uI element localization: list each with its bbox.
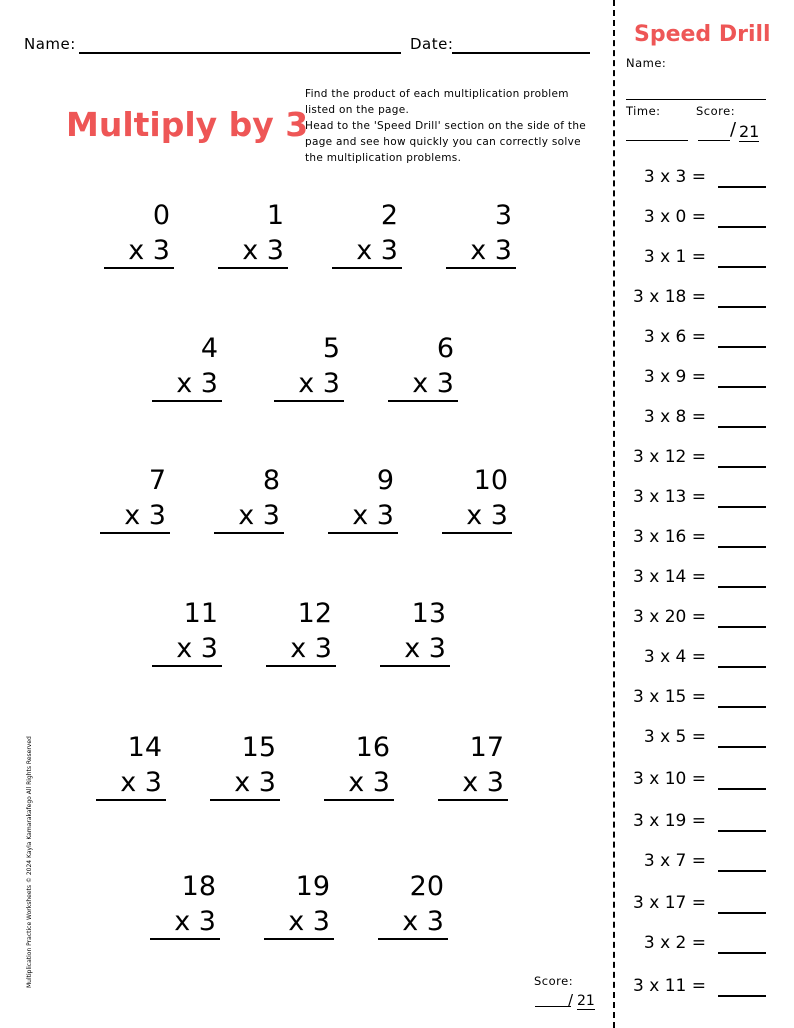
answer-line[interactable] [218,267,288,269]
copyright-footer: Multiplication Practice Worksheets © 2024 Kayla Kamarakafego All Rights Reserved [26,736,33,988]
sd-row [618,206,788,246]
sd-answer-line[interactable] [718,266,766,268]
problem-bottom: x 3 [402,906,444,937]
answer-line[interactable] [152,665,222,667]
sd-equation: 3 x 18 = [633,287,706,307]
sd-answer-line[interactable] [718,426,766,428]
problem-top: 18 [181,871,216,902]
problem-bottom: x 3 [412,368,454,399]
sd-time-line[interactable] [626,140,688,141]
problem-top: 10 [473,465,508,496]
score-slash: / [568,991,574,1009]
answer-line[interactable] [442,532,512,534]
answer-line[interactable] [332,267,402,269]
sd-equation: 3 x 0 = [643,207,706,227]
sd-row [618,810,788,850]
answer-line[interactable] [100,532,170,534]
problem-bottom: x 3 [128,235,170,266]
problem [152,599,222,665]
problem-bottom: x 3 [234,767,276,798]
problem [378,872,448,938]
problem-bottom: x 3 [466,500,508,531]
sd-equation: 3 x 19 = [633,811,706,831]
sd-answer-line[interactable] [718,226,766,228]
sd-row [618,768,788,808]
name-line[interactable] [79,52,401,54]
sd-answer-line[interactable] [718,466,766,468]
sd-name-label: Name: [626,56,667,70]
score-label: Score: [534,974,574,988]
answer-line[interactable] [380,665,450,667]
sd-row [618,366,788,406]
sd-row [618,892,788,932]
sd-answer-line[interactable] [718,186,766,188]
score-total: 21 [577,993,595,1009]
sd-equation: 3 x 20 = [633,607,706,627]
problem [446,201,516,267]
sd-time-label: Time: [626,104,661,118]
problem [266,599,336,665]
sd-equation: 3 x 10 = [633,769,706,789]
page-title: Multiply by 3 [66,105,309,144]
sd-answer-line[interactable] [718,306,766,308]
sd-equation: 3 x 4 = [643,647,706,667]
sd-row [618,932,788,972]
sd-answer-line[interactable] [718,870,766,872]
problem-top: 16 [355,732,390,763]
sd-equation: 3 x 9 = [643,367,706,387]
problem-bottom: x 3 [242,235,284,266]
sd-answer-line[interactable] [718,952,766,954]
name-label: Name: [24,35,76,53]
sd-equation: 3 x 6 = [643,327,706,347]
answer-line[interactable] [446,267,516,269]
problem [274,334,344,400]
answer-line[interactable] [378,938,448,940]
cut-divider [613,0,615,1028]
problem-top: 17 [469,732,504,763]
sd-score-label: Score: [696,104,736,118]
sd-answer-line[interactable] [718,506,766,508]
problem-top: 6 [436,333,454,364]
problem [152,334,222,400]
speed-drill-title: Speed Drill [634,22,771,47]
sd-equation: 3 x 3 = [643,167,706,187]
sd-answer-line[interactable] [718,386,766,388]
answer-line[interactable] [104,267,174,269]
problem-bottom: x 3 [352,500,394,531]
problem-top: 0 [152,200,170,231]
problem [332,201,402,267]
problem-bottom: x 3 [176,633,218,664]
problem-top: 4 [200,333,218,364]
score-blank[interactable] [535,1006,571,1007]
sd-score-slash: / [730,119,737,140]
answer-line[interactable] [214,532,284,534]
answer-line[interactable] [152,400,222,402]
problem [100,466,170,532]
problem [328,466,398,532]
problem-top: 20 [409,871,444,902]
problem [214,466,284,532]
answer-line[interactable] [210,799,280,801]
problem [104,201,174,267]
problem-top: 12 [297,598,332,629]
sd-equation: 3 x 15 = [633,687,706,707]
problem [438,733,508,799]
answer-line[interactable] [274,400,344,402]
answer-line[interactable] [266,665,336,667]
sd-answer-line[interactable] [718,746,766,748]
problem [388,334,458,400]
sd-row [618,166,788,206]
problem-bottom: x 3 [238,500,280,531]
sd-row [618,975,788,1015]
sd-equation: 3 x 12 = [633,447,706,467]
instructions-line-2: Head to the 'Speed Drill' section on the side of the page and see how quickly you can correctly solve the multiplication problems. [305,120,587,164]
sd-answer-line[interactable] [718,346,766,348]
sd-answer-line[interactable] [718,788,766,790]
problem [442,466,512,532]
sd-answer-line[interactable] [718,586,766,588]
sd-row [618,646,788,686]
sd-equation: 3 x 13 = [633,487,706,507]
sd-row [618,566,788,606]
problem [324,733,394,799]
answer-line[interactable] [328,532,398,534]
sd-equation: 3 x 7 = [643,851,706,871]
sd-score-total: 21 [739,122,760,141]
sd-answer-line[interactable] [718,912,766,914]
sd-row [618,406,788,446]
problem [218,201,288,267]
problem [264,872,334,938]
date-line[interactable] [452,52,590,54]
sd-equation: 3 x 8 = [643,407,706,427]
problem-bottom: x 3 [470,235,512,266]
problem [210,733,280,799]
problem-top: 2 [380,200,398,231]
sd-row [618,246,788,286]
sd-row [618,526,788,566]
problem-top: 19 [295,871,330,902]
problem-top: 13 [411,598,446,629]
answer-line[interactable] [150,938,220,940]
problem-bottom: x 3 [288,906,330,937]
problem-bottom: x 3 [404,633,446,664]
answer-line[interactable] [96,799,166,801]
instructions-line-1: Find the product of each multiplication problem listed on the page. [305,88,569,116]
problem-bottom: x 3 [124,500,166,531]
sd-name-line[interactable] [626,99,766,100]
problem-bottom: x 3 [174,906,216,937]
answer-line[interactable] [438,799,508,801]
sd-equation: 3 x 17 = [633,893,706,913]
answer-line[interactable] [264,938,334,940]
sd-equation: 3 x 1 = [643,247,706,267]
sd-row [618,446,788,486]
problem-bottom: x 3 [120,767,162,798]
problem-top: 3 [494,200,512,231]
problem-top: 14 [127,732,162,763]
problem-top: 11 [183,598,218,629]
sd-equation: 3 x 5 = [643,727,706,747]
sd-answer-line[interactable] [718,626,766,628]
sd-equation: 3 x 16 = [633,527,706,547]
sd-score-blank[interactable] [698,140,730,141]
sd-answer-line[interactable] [718,995,766,997]
sd-row [618,686,788,726]
sd-row [618,850,788,890]
sd-answer-line[interactable] [718,666,766,668]
sd-row [618,486,788,526]
problem-bottom: x 3 [298,368,340,399]
sd-equation: 3 x 14 = [633,567,706,587]
date-label: Date: [410,35,454,53]
problem-bottom: x 3 [176,368,218,399]
answer-line[interactable] [324,799,394,801]
sd-equation: 3 x 11 = [633,976,706,996]
problem-top: 5 [322,333,340,364]
sd-answer-line[interactable] [718,706,766,708]
problem [96,733,166,799]
sd-answer-line[interactable] [718,830,766,832]
problem-top: 1 [266,200,284,231]
sd-equation: 3 x 2 = [643,933,706,953]
instructions [305,86,590,166]
sd-row [618,326,788,366]
problem-top: 7 [148,465,166,496]
sd-answer-line[interactable] [718,546,766,548]
problem [150,872,220,938]
sd-row [618,286,788,326]
problem-top: 15 [241,732,276,763]
problem-bottom: x 3 [462,767,504,798]
problem-top: 9 [376,465,394,496]
answer-line[interactable] [388,400,458,402]
problem-top: 8 [262,465,280,496]
sd-row [618,606,788,646]
problem-bottom: x 3 [348,767,390,798]
sd-row [618,726,788,766]
problem-bottom: x 3 [290,633,332,664]
problem [380,599,450,665]
problem-bottom: x 3 [356,235,398,266]
